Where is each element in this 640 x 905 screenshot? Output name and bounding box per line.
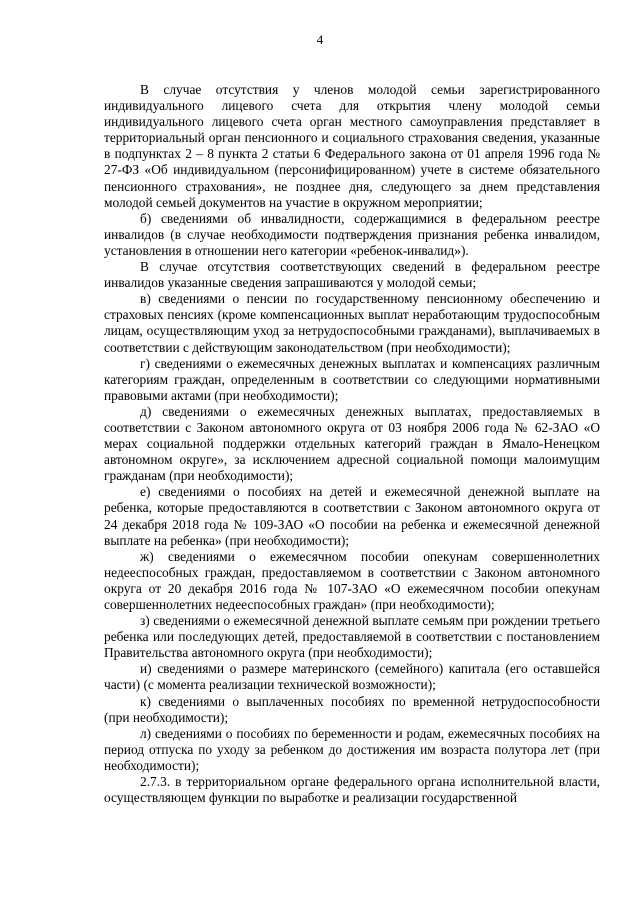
paragraph-zh-guardian-allowance: ж) сведениями о ежемесячном пособии опекунам совершеннолетних недееспособных граждан, предоставляемом в соответствии с Законом автономного округа от 20 декабря 2016 года № 107-ЗАО «О ежемесячном пособии опекунам совершеннолетних недееспособных граждан» (при необходимости); (104, 548, 600, 612)
paragraph-k-sick-leave: к) сведениями о выплаченных пособиях по временной нетрудоспособности (при необходимости); (104, 693, 600, 725)
paragraph-2-7-3: 2.7.3. в территориальном органе федерального органа исполнительной власти, осуществляющем функции по выработке и реализации государственной (104, 774, 600, 806)
paragraph-l-maternity-benefits: л) сведениями о пособиях по беременности и родам, ежемесячных пособиях на период отпуска по уходу за ребенком до достижения им возраста полутора лет (при необходимости); (104, 725, 600, 773)
paragraph-orphan-account: В случае отсутствия у членов молодой семьи зарегистрированного индивидуального лицевого счета для открытия члену молодой семьи индивидуального лицевого счета орган местного самоуправления представляет в территориальный орган пенсионного и социального страхования сведения, указанные в подпунктах 2 – 8 пункта 2 статьи 6 Федерального закона от 01 апреля 1996 года № 27-ФЗ «Об индивидуальном (персонифицированном) учете в системе обязательного пенсионного страхования», не позднее дня, следующего за днем представления молодой семьей документов на участие в окружном мероприятии; (104, 82, 600, 210)
paragraph-z-third-child: з) сведениями о ежемесячной денежной выплате семьям при рождении третьего ребенка или последующих детей, предоставляемой в соответствии с постановлением Правительства автономного округа (при необходимости); (104, 613, 600, 661)
paragraph-b-disability: б) сведениями об инвалидности, содержащимися в федеральном реестре инвалидов (в случае необходимости подтверждения признания ребенка инвалидом, установления в отношении него категории «ребенок-инвалид»). (104, 210, 600, 258)
document-body (104, 82, 600, 806)
paragraph-i-maternity-capital: и) сведениями о размере материнского (семейного) капитала (его оставшейся части) (с момента реализации технической возможности); (104, 661, 600, 693)
paragraph-d-social-support: д) сведениями о ежемесячных денежных выплатах, предоставляемых в соответствии с Законом автономного округа от 03 ноября 2006 года № 62-ЗАО «О мерах социальной поддержки отдельных категорий граждан в Ямало-Ненецком автономном округе», за исключением адресной социальной помощи малоимущим гражданам (при необходимости); (104, 403, 600, 484)
paragraph-g-monthly-payments: г) сведениями о ежемесячных денежных выплатах и компенсациях различным категориям граждан, определенным в соответствии со следующими нормативными правовыми актами (при необходимости); (104, 355, 600, 403)
paragraph-v-pension: в) сведениями о пенсии по государственному пенсионному обеспечению и страховых пенсиях (кроме компенсационных выплат неработающим трудоспособным лицам, осуществляющим уход за нетрудоспособными гражданами), выплачиваемых в соответствии с действующим законодательством (при необходимости); (104, 291, 600, 355)
paragraph-disability-absence: В случае отсутствия соответствующих сведений в федеральном реестре инвалидов указанные сведения запрашиваются у молодой семьи; (104, 259, 600, 291)
page-number: 4 (316, 32, 324, 47)
paragraph-e-child-allowance: е) сведениями о пособиях на детей и ежемесячной денежной выплате на ребенка, которые предоставляются в соответствии с Законом автономного округа от 24 декабря 2018 года № 109-ЗАО «О пособии на ребенка и ежемесячной денежной выплате на ребенка» (при необходимости); (104, 484, 600, 548)
